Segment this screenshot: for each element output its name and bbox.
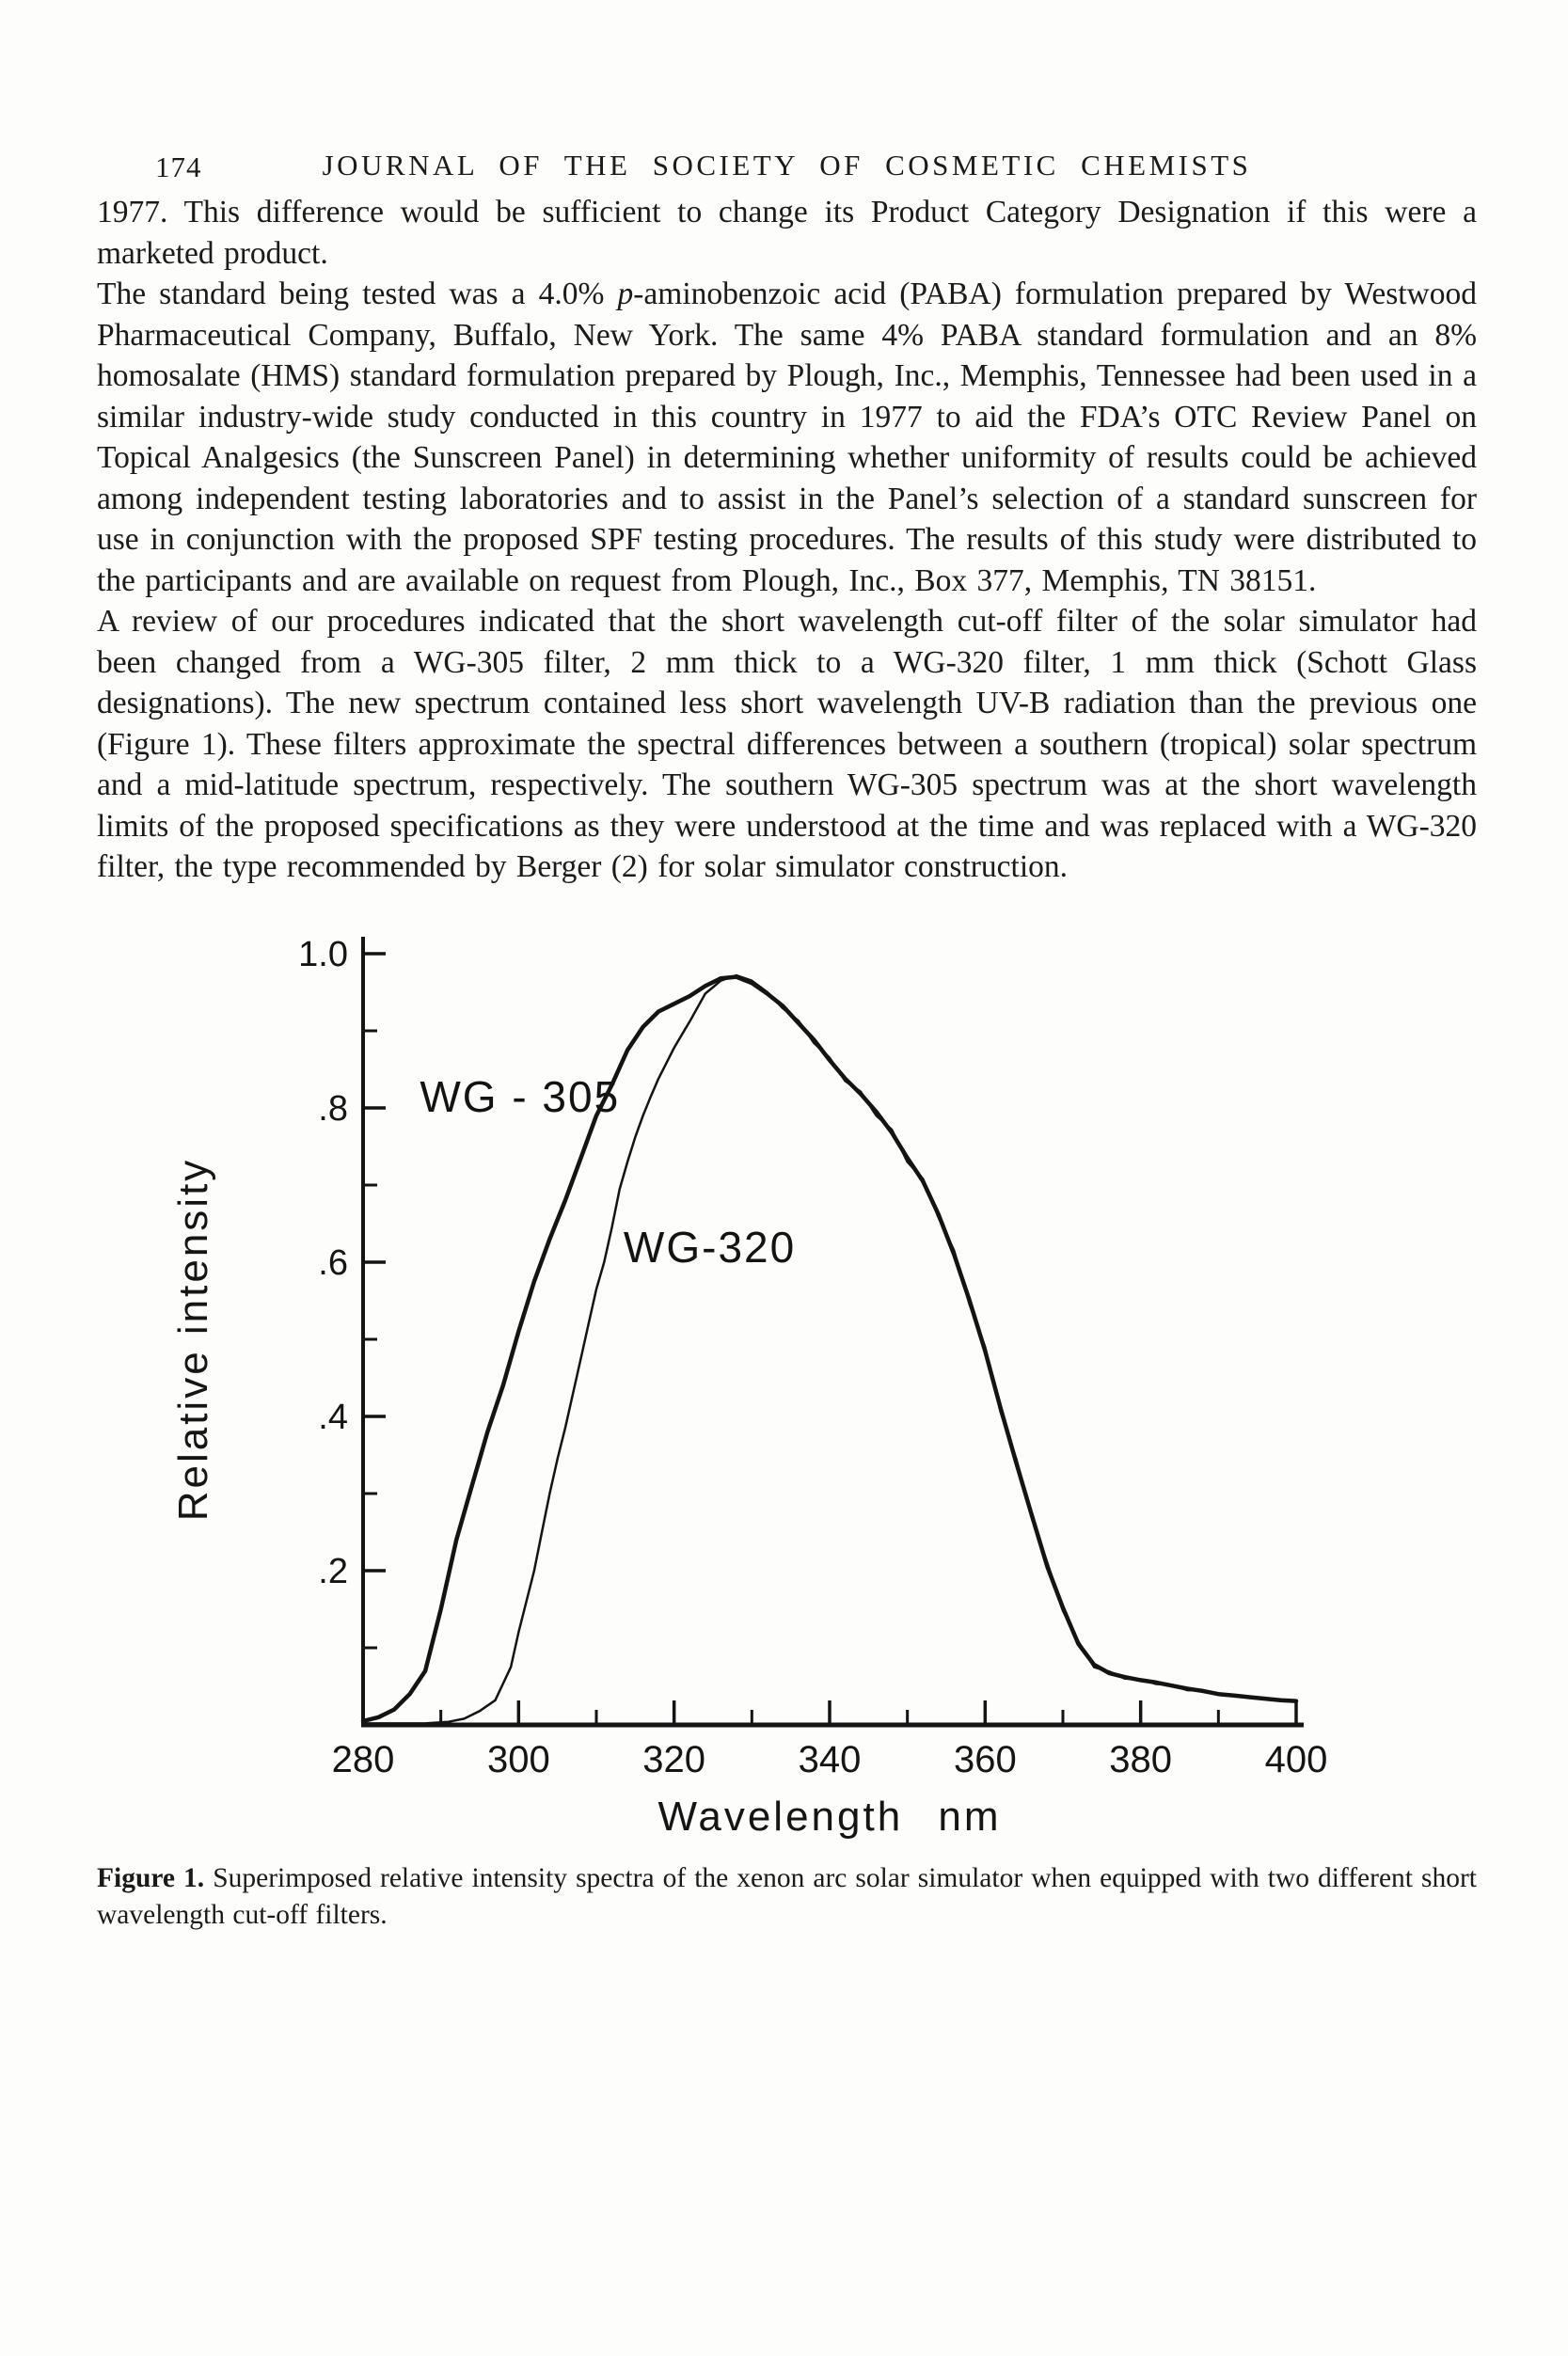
article-body — [97, 192, 1477, 888]
paragraph-text: The standard being tested was a 4.0% — [97, 277, 618, 311]
figure-caption — [97, 1860, 1477, 1934]
x-axis-title: Wavelength nm — [657, 1793, 1002, 1840]
x-tick-label: 360 — [953, 1738, 1017, 1780]
figure-caption-label: Figure 1. — [97, 1862, 205, 1893]
y-tick-label: 1.0 — [298, 934, 348, 974]
figure-1 — [97, 897, 1477, 1934]
y-axis-title: Relative intensity — [170, 1157, 216, 1521]
y-tick-label: .8 — [318, 1088, 348, 1129]
spectra-chart — [97, 897, 1477, 1847]
paragraph-standard-tested — [97, 274, 1477, 601]
x-tick-label: 280 — [331, 1738, 395, 1780]
series-label-wg-305: WG - 305 — [420, 1071, 621, 1121]
x-tick-label: 340 — [798, 1738, 862, 1780]
page-header — [97, 149, 1477, 192]
y-tick-label: .4 — [318, 1397, 348, 1437]
x-tick-label: 300 — [486, 1738, 550, 1780]
y-tick-label: .6 — [318, 1242, 348, 1283]
page-content — [97, 149, 1477, 1934]
series-label-wg-320: WG-320 — [623, 1222, 797, 1272]
journal-title: JOURNAL OF THE SOCIETY OF COSMETIC CHEMISTS — [322, 149, 1252, 182]
y-tick-label: .2 — [318, 1551, 348, 1591]
paragraph-procedure-review: A review of our procedures indicated that the short wavelength cut-off filter of the solar simulator had been changed from a WG-305 filter, 2 mm thick to a WG-320 filter, 1 mm thick (Schott Glass designations). The new spectrum contained less short wavelength UV-B radiation than the previous one (Figure 1). These filters approximate the spectral differences between a southern (tropical) solar spectrum and a mid-latitude spectrum, respectively. The southern WG-305 spectrum was at the short wavelength limits of the proposed specifications as they were understood at the time and was replaced with a WG-320 filter, the type recommended by Berger (2) for solar simulator construction. — [97, 604, 1477, 884]
paragraph-text: -aminobenzoic acid (PABA) formulation prepared by Westwood Pharmaceutical Company, Buffalo, New York. The same 4% PABA standard formulation and an 8% homosalate (HMS) standard formulation prepared by Plough, Inc., Memphis, Tennessee had been used in a similar industry-wide study conducted in this country in 1977 to aid the FDA’s OTC Review Panel on Topical Analgesics (the Sunscreen Panel) in determining whether uniformity of results could be achieved among independent testing laboratories and to assist in the Panel’s selection of a standard sunscreen for use in conjunction with the proposed SPF testing procedures. The results of this study were distributed to the participants and are available on request from Plough, Inc., Box 377, Memphis, TN 38151. — [97, 277, 1477, 598]
x-tick-label: 380 — [1109, 1738, 1173, 1780]
x-tick-label: 320 — [642, 1738, 706, 1780]
page-number: 174 — [155, 150, 202, 183]
paragraph-continuation: 1977. This difference would be sufficient to change its Product Category Designation if this were a marketed product. — [97, 195, 1477, 271]
italic-p: p — [617, 277, 634, 311]
x-tick-label: 400 — [1264, 1738, 1328, 1780]
figure-caption-text: Superimposed relative intensity spectra of the xenon arc solar simulator when equipped with two different short wavelength cut-off filters. — [97, 1862, 1478, 1930]
